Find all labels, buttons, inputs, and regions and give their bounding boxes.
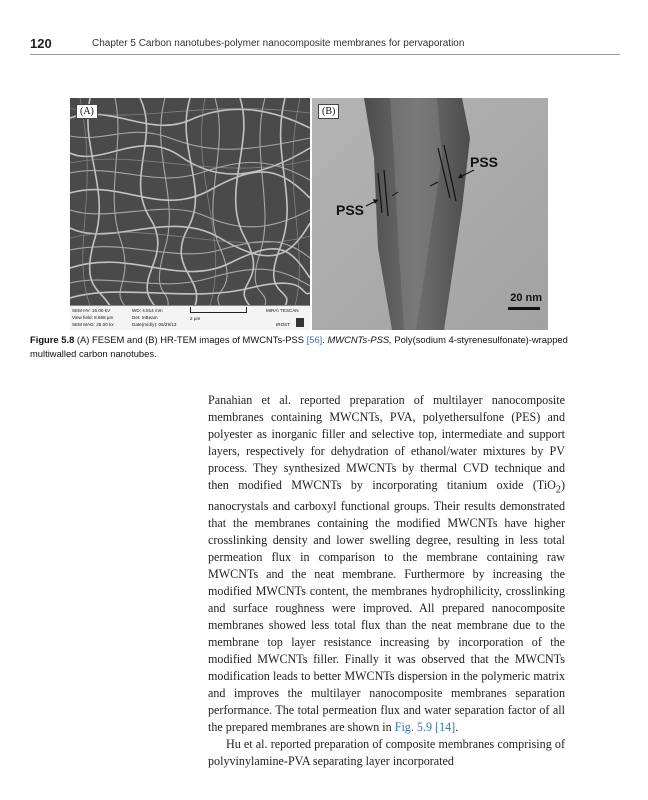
fesem-image xyxy=(70,98,310,306)
pss-annotation-right: PSS xyxy=(470,154,499,170)
paragraph xyxy=(208,392,565,736)
sem-instrument: MIRA\ TESCAN xyxy=(266,308,299,313)
sem-wd: WD: 4.914 mm xyxy=(132,308,163,313)
tem-scale-label: 20 nm xyxy=(510,292,542,304)
paragraph-text: Panahian et al. reported preparation of multilayer nanocomposite membranes containing MWCNTs, PVA, polyethersulfone (PES) and polyester as inorganic filler and selective top, intermediate and support layers, respectively for dehydration of ethanol/water mixtures by PV process. They synthesized MWCNTs by thermal CVD technique and then modified MWCNTs by incorporating titanium oxide (TiO xyxy=(208,393,565,492)
paragraph xyxy=(208,736,565,770)
tescan-logo xyxy=(296,318,304,327)
sem-lab: IROST xyxy=(276,322,291,327)
caption-reference-link[interactable]: [56] xyxy=(306,334,323,345)
caption-abbreviation: MWCNTs-PSS, xyxy=(327,334,392,345)
figure-caption: Figure 5.8 (A) FESEM and (B) HR-TEM images of MWCNTs-PSS [56]. MWCNTs-PSS, Poly(sodium 4-styrenesulfonate)-wrapped multiwalled carbon nanotubes. xyxy=(30,334,568,359)
sem-info-bar xyxy=(70,305,310,330)
figure-reference-link[interactable]: Fig. 5.9 [14] xyxy=(394,720,456,735)
running-header xyxy=(30,36,620,55)
panel-b-label: (B) xyxy=(318,104,339,119)
caption-text: (A) FESEM and (B) HR-TEM images of MWCNTs-PSS xyxy=(76,334,305,345)
sem-scale-label: 2 µm xyxy=(190,316,201,321)
subscript: 2 xyxy=(555,484,561,496)
caption-text-end: Poly(sodium 4-styrenesulfonate)-wrapped multiwalled carbon nanotubes. xyxy=(30,334,568,359)
figure-panel-b xyxy=(312,98,548,330)
paragraph-text-continued: ) nanocrystals and carboxyl functional groups. Their results demonstrated that the membranes containing the modified MWCNTs have higher crosslinking density and lower swelling degree, resulting in less total permeation flux in comparison to the membrane containing raw MWCNTs and the neat membrane. Furthermore by increasing the modified MWCNTs content, the membranes hydrophilicity, crosslinking and surface roughness were improved. All prepared nanocomposite membranes showed less total flux than the neat membrane due to the membrane top layer resistance increasing by incorporation of the modified MWCNTs filler. Finally it was observed that the MWCNTs modification leads to better MWCNTs dispersion in the polymeric matrix and improves the multilayer nanocomposite membranes separation performance. The total permeation flux and water separation factor of all the prepared membranes are shown in xyxy=(208,478,565,735)
caption-label: Figure 5.8 xyxy=(30,334,75,345)
running-title: Chapter 5 Carbon nanotubes-polymer nanocomposite membranes for pervaporation xyxy=(92,38,465,49)
sem-det: Det: InBeam xyxy=(132,315,158,320)
sem-mag: SEM MAG: 25.00 kx xyxy=(72,322,114,327)
tem-scale-bar xyxy=(508,307,540,310)
figure-panel-a xyxy=(70,98,310,330)
sem-date: Date(m/d/y): 05/29/13 xyxy=(132,322,177,327)
sem-scale-bar xyxy=(190,307,247,313)
sem-view-field: View field: 8.668 µm xyxy=(72,315,114,320)
pss-annotation-left: PSS xyxy=(336,202,365,218)
paragraph-text: Hu et al. reported preparation of composite membranes comprising of polyvinylamine-PVA separating layer incorporated xyxy=(208,737,565,769)
paragraph-end: . xyxy=(455,720,459,735)
panel-a-label: (A) xyxy=(76,104,98,119)
sem-hv: SEM HV: 15.00 kV xyxy=(72,308,111,313)
body-text xyxy=(208,392,565,770)
page-number: 120 xyxy=(30,36,52,51)
